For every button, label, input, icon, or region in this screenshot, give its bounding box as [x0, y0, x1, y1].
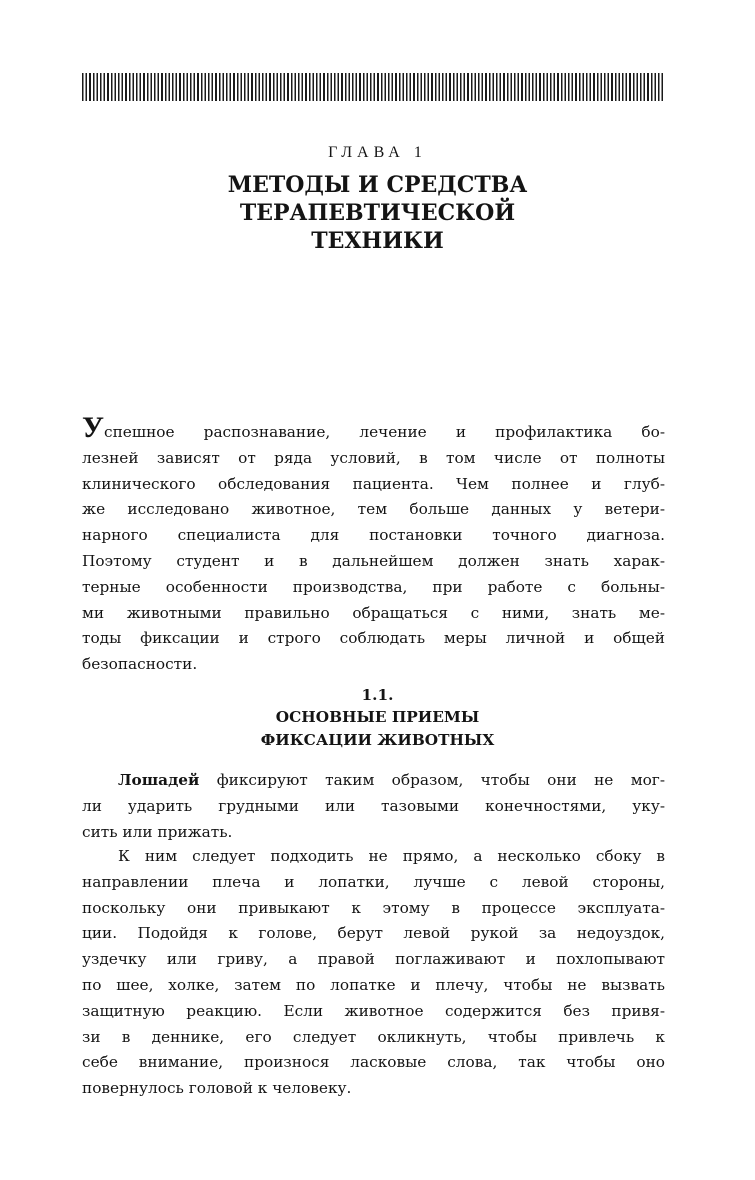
header-ornament [82, 73, 665, 101]
text-line: уздечку или гриву, а правой поглаживают и похлопывают [82, 950, 665, 969]
text-line: поскольку они привыкают к этому в процессе эксплуата- [82, 898, 665, 917]
text-line: нарного специалиста для постановки точного диагноза. [82, 526, 665, 545]
chapter-title-line: МЕТОДЫ И СРЕДСТВА [227, 172, 528, 198]
text-line: лезней зависят от ряда условий, в том числе от полноты [82, 448, 665, 467]
text-line [82, 411, 665, 446]
text-line: Поэтому студент и в дальнейшем должен знать харак- [82, 551, 665, 570]
text-line: себе внимание, произнося ласковые слова, так чтобы оно [82, 1053, 665, 1072]
text-line: повернулось головой к человеку. [82, 1079, 352, 1098]
chapter-title [0, 171, 755, 255]
paragraph-approach [82, 844, 665, 1102]
text-line [82, 768, 665, 794]
text-line: ми животными правильно обращаться с ними, знать ме- [82, 603, 665, 622]
text-line: безопасности. [82, 655, 198, 674]
section-title-line: ФИКСАЦИИ ЖИВОТНЫХ [260, 731, 495, 749]
text-line: тоды фиксации и строго соблюдать меры личной и общей [82, 629, 665, 648]
text-line [82, 844, 665, 870]
text-line-content: К ним следует подходить не прямо, а несколько сбоку в [118, 847, 665, 865]
text-line: ции. Подойдя к голове, берут левой рукой за недоуздок, [82, 924, 665, 943]
text-line: терные особенности производства, при работе с больны- [82, 577, 665, 596]
chapter-title-line: ТЕХНИКИ [311, 228, 444, 254]
intro-paragraph [82, 411, 665, 678]
section-number: 1.1. [361, 686, 394, 704]
bold-term: Лошадей [118, 771, 200, 789]
text-line: направлении плеча и лопатки, лучше с левой стороны, [82, 872, 665, 891]
text-line-content: фиксируют таким образом, чтобы они не мог- [199, 771, 665, 789]
text-line: клинического обследования пациента. Чем полнее и глуб- [82, 474, 665, 493]
section-title-line: ОСНОВНЫЕ ПРИЕМЫ [275, 708, 480, 726]
chapter-label: ГЛАВА 1 [328, 144, 427, 161]
paragraph-horses-intro [82, 768, 665, 845]
text-line: зи в деннике, его следует окликнуть, чтобы привлечь к [82, 1027, 665, 1046]
text-line: же исследовано животное, тем больше данных у ветери- [82, 500, 665, 519]
text-line-content: спешное распознавание, лечение и профилактика бо- [104, 423, 665, 441]
text-line: сить или прижать. [82, 822, 233, 841]
chapter-title-line: ТЕРАПЕВТИЧЕСКОЙ [239, 200, 516, 226]
section-title [0, 706, 755, 752]
text-line: ли ударить грудными или тазовыми конечностями, уку- [82, 796, 665, 815]
text-line: по шее, холке, затем по лопатке и плечу, чтобы не вызвать [82, 975, 665, 994]
text-line: защитную реакцию. Если животное содержится без привя- [82, 1001, 665, 1020]
drop-initial: У [82, 411, 105, 444]
